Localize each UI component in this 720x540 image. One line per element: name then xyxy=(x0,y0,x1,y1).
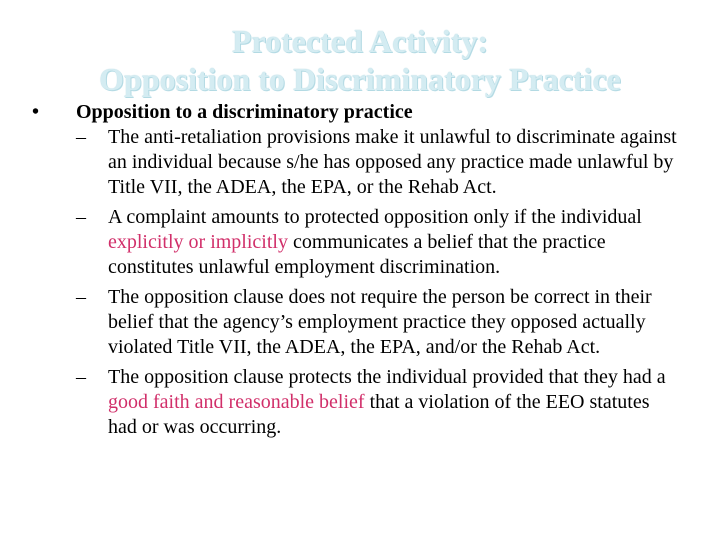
bullet-dot-icon: • xyxy=(32,101,40,123)
title-line-2: Opposition to Discriminatory Practice xyxy=(99,61,621,97)
slide-body xyxy=(32,100,682,440)
sub-text: The anti-retaliation provisions make it unlawful to discriminate against an individual because s/he has opposed any practice made unlawful by Title VII, the ADEA, the EPA, or the Rehab Act. xyxy=(108,126,677,198)
sub-text: communicates a belief that the practice constitutes unlawful employment discrimination. xyxy=(108,231,606,278)
sub-text: The opposition clause does not require the person be correct in their belief that the agency’s employment practice they opposed actually violated Title VII, the ADEA, the EPA, and/or the Rehab Act. xyxy=(108,286,652,358)
slide-title xyxy=(0,22,720,98)
dash-icon: – xyxy=(76,366,86,388)
highlight-text: explicitly or implicitly xyxy=(108,231,288,253)
dash-icon: – xyxy=(76,126,86,148)
bullet-item xyxy=(32,100,682,125)
sub-text: A complaint amounts to protected opposition only if the individual xyxy=(108,206,642,228)
dash-icon: – xyxy=(76,286,86,308)
sub-text: that a violation of the EEO statutes had or was occurring. xyxy=(108,391,650,438)
sub-bullet xyxy=(32,365,682,440)
bullet-text: Opposition to a discriminatory practice xyxy=(76,101,413,123)
highlight-text: good faith and reasonable belief xyxy=(108,391,365,413)
dash-icon: – xyxy=(76,206,86,228)
sub-text: The opposition clause protects the individual provided that they had a xyxy=(108,366,666,388)
title-line-1: Protected Activity: xyxy=(231,23,489,59)
sub-bullet xyxy=(32,285,682,360)
sub-bullet xyxy=(32,205,682,280)
sub-bullet xyxy=(32,125,682,200)
